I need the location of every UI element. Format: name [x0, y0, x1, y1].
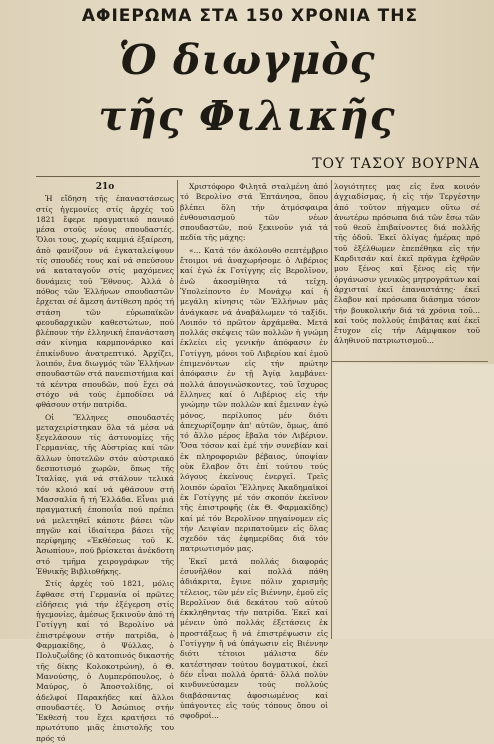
article-column-3: [334, 182, 480, 360]
paragraph: Οἱ Ἕλληνες σπουδαστές μεταχειρίστηκαν ὅλα τά μέσα νά ξεγελάσουν τίς ἀστυνομίες τῆς Γερμανίας, τῆς Αὐστρίας καί τῶν ἄλλων ὑποτελῶν στόν αὐστριακό δεσποτισμό χωρῶν, ὅπως τῆς Ἰταλίας, γιά νά στάλουν τελικά τόν κλοιό καί νά φθάσουν στή Μασσαλία ἤ τή Ἑλλάδα. Εἶναι μιά πραγματική ἐποποιΐα πού πρέπει νά μελετηθεῖ κάποτε βάσει τῶν πηγῶν καί ἰδιαίτερα βάσει τῆς περίφημης «Ἐκθέσεως τοῦ Κ. Ἀσωπίου», πού βρίσκεται ἀνέκδοτη στό τμῆμα χειρογράφων τῆς Ἐθνικῆς Βιβλιοθήκης.: [36, 412, 174, 576]
header-rule: [36, 176, 480, 177]
paragraph: Χριστόφορο Φιλητᾶ σταλμένη ἀπό τό Βερολίνο στά Ἐπτάνησα, ὅπου βλέπει ὅλη τήν ἀτμόσφαιρα ἐνθουσιασμοῦ τῶν νέων σπουδαστῶν, πού ξεκινοῦν γιά τά πεδία τῆς μάχης:: [180, 182, 328, 243]
article-column-1: [36, 182, 174, 743]
paragraph: Ἡ εἴδηση τῆς ἐπαναστάσεως στίς ἡγεμονίες στίς ἀρχές τοῦ 1821 ἔφερε πραγματικό πανικό μέσα στούς νέους σπουδαστές. Ὅλοι τους, χωρίς καμμιά ἐξαίρεση, ἀπὸ φανίζουν νά ἐγκαταλείψουν τίς σπουδές τους καί νά σπεύσουν νά καταταγοῦν στίς μαχόμενες δυνάμεις τοῦ Ἔθνους. Ἀλλά ὁ πόθος τῶν Ἑλλήνων σπουδαστῶν ἔρχεται σέ ἄμεση ἀντίθεση πρός τή στάση τῶν εὐρωπαϊκῶν φεουδαρχικῶν καθεστώτων, πού βλέπουν τήν ἑλληνική ἐπανάσταση σάν κίνημα καρμπονάρικο καί ἐπικίνδυνο ἀνατρεπτικό. Ἀρχίζει, λοιπόν, ἕνα διωγμός τῶν Ἑλλήνων σπουδαστῶν στά πανεπιστήμια καί τά κέντρα σπουδῶν, πού ἔχει σά στόχο νά τούς ἐμποδίσει νά φθάσουν στήν πατρίδα.: [36, 194, 174, 410]
paragraph: λογιότητες μας εἰς ἕνα κοινόν ἀγχιαδίσμας, ἡ εἰς τήν Τεργέστην ἀπό τοῦτον πήγαμεν οὕτω σέ ἀνωτέρω πρόσωπα διά τῶν ἔσω τῶν τοῦ θεοῦ ἐπιβαίνοντες διά πολλῆς τῆς ὁδοῦ. Ἐκεῖ ὁλίγας ἡμέρας πρό τοῦ ἐξέλθωμεν ἐπεπέθηκα εἰς τήν Καρδιτσάν καί ἐκεῖ πρᾶγμα ἐχθρῶν μου ξένος καί ξένος εἰς τήν ὀργάνωσιν γενικῶς μητρογράτων καί ἀρχισταί ἐκεῖ ἐπαναστάτης· ἐκεῖ ἔλαβον καί πρόσωπα διάσημα τόσον τήν βουκολικήν διά τά χρόνια τοῦ... καί τούς πολλούς ἐπιβάτας καί ἐκεῖ ἔτυχον εἰς τήν Λάμψακον τοῦ ἀληθινοῦ πατριωτισμοῦ...: [334, 182, 480, 346]
kicker-heading: ΑΦΙΕΡΩΜΑ ΣΤΑ 150 ΧΡΟΝΙΑ ΤΗΣ: [81, 6, 419, 26]
paragraph: Στίς ἀρχές τοῦ 1821, μόλις ἔφθασε στή Γερμανία οἱ πρῶτες εἰδήσεις γιά τήν ἐξέγερση στίς ἡγεμονίες, ἀμέσως ξεκινοῦν ἀπό τή Γοτίγγη καί τό Βερολίνο νά ἐπιστρέψουν στήν πατρίδα, ὁ Φαρμακίδης, ὁ Ψύλλας, ὁ Πολυζωΐδης (ὁ κατοπινός δικαστής τῆς δίκης Κολοκοτρώνη), ὁ Θ. Μανούσης, ὁ Λυμπερόπουλος, ὁ Μαύρος, ὁ Ἀποστολίδης, οἱ ἀδελφοί Παρακήδες καί ἄλλοι σπουδαστές. Ὁ Ἀσώπιος στήν Ἔκθεσή του ἔχει κρατήσει τό πρωτότυπο μιᾶς ἐπιστολῆς του πρός τό: [36, 579, 174, 743]
column-end-rule: [332, 361, 488, 362]
title-line-2: τῆς Φιλικῆς: [98, 92, 396, 140]
article-column-2: [180, 182, 328, 721]
column-divider: [177, 180, 178, 639]
title-line-1: Ὁ διωγμὸς: [118, 36, 376, 84]
column-divider: [331, 180, 332, 639]
byline: ΤΟΥ ΤΑΣΟΥ ΒΟΥΡΝΑ: [312, 156, 480, 172]
section-number: 21ο: [95, 182, 115, 192]
paragraph: «... Κατά τόν ἀκόλουθο σεπτέμβριο ἔτοιμοι νά ἀναχωρήσομε ὁ Λιβέριος καί ἐγώ ἐκ Γοτίγγης εἰς Βερολῖνον, ἐνῶ ἀκοσμίθητα τά τεῖχη. Ὑπολείποντο ἐν Μονάχῳ καί ἡ μεγάλη κίνησις τῶν Ἑλλήνων μᾶς ἀνάγκασε νά ἀναβάλωμεν τό ταξίδι. Λοιπόν τό πρῶτον ἀρχάμεθα. Μετά πολλάς σκέψεις τῶν πολλῶν ἡ γνώμη ἐκλείει εἰς γενικήν ἀπόφασιν ἐν Γοτίγγη, μόνοι τοῦ Λιβερίου καί ἐμοῦ ἐπιμενόντων εἰς τήν πρώτην ἀπόφασιν ἐν τῇ Ἀγίᾳ λαμβάνει· πολλά ἀπογινώσκοντες, τοῦ ἴσχυρος ἕλληνες καί ὁ Λιβέριος εἰς τήν γνώμην τῶν πολλῶν καί ἔμειναν ἐγώ μόνος, περίλυπος μέν διότι ἀπεχωρίζομην ἀπ' αὐτῶν, ὅμως, ἀπό τό ἄλλο μέρος ἔβαλα τόν Λιβέριον. Ὅσα τόσον καί ἐμέ τήν συνεβίαν καί ἐκ πληροφοριῶν βέβαιος, ὑποψίαν οὐκ ἔλαβον ὅτι ἐπί τούτου τούς λόγους ἐκείνους ἐνεργεῖ. Τρεῖς λοιπόν ὡραῖοι Ἕλληνες Ἀκαδημαϊκοί ἐκ Γοτίγγης μέ τόν σκοπόν ἐκεῖνον τῆς ἐπιστροφῆς (ἐκ Θ. Φαρμακίδης) καί μέ τόν Βερολῖνον πηγαίνομεν εἰς τήν Λειψίαν περιπατοῦμεν εἰς ὅλας σχεδόν τάς ἐφημερίδας διά τόν πατριωτισμόν μας.: [180, 245, 328, 554]
blank-area: [333, 364, 494, 639]
paragraph: Ἐκεῖ μετά πολλάς διαφοράς ἐσυνῆλθον καί πολλά πάθη ἀδιάκριτα, ἔγινε πόλιν χαρισμῆς τέλειος, τῶν μέν εἰς Βιέννην, ἐμοῦ εἰς Βερολῖνον διά δεκάτου τοῦ αὐτοῦ ἐκκληθηντας τήν πατρίδα. Ἐκεῖ καί μένειν ὑπό πολλάς ἐξετάσεις ἐκ προστάξεως ἤ νά ἐπιστρέψωσιν εἰς Γοτίγγην ἤ νά ὑπάγωσιν εἰς Βιέννην διότι τέτοιοι μάλιστα δέν κατέστησαν τούτου δογματικοί, ἐκεῖ δέν εἶναι πολλά ὁρατά· ὅλλά πολύν κινδυνεύσαμεν τούς πολλούς διαβάσαντας ἀφοσιωμένος καί ὑπάγοντες εἰς τούς τόπους ὅπου οἱ σφοδροί...: [180, 556, 328, 721]
